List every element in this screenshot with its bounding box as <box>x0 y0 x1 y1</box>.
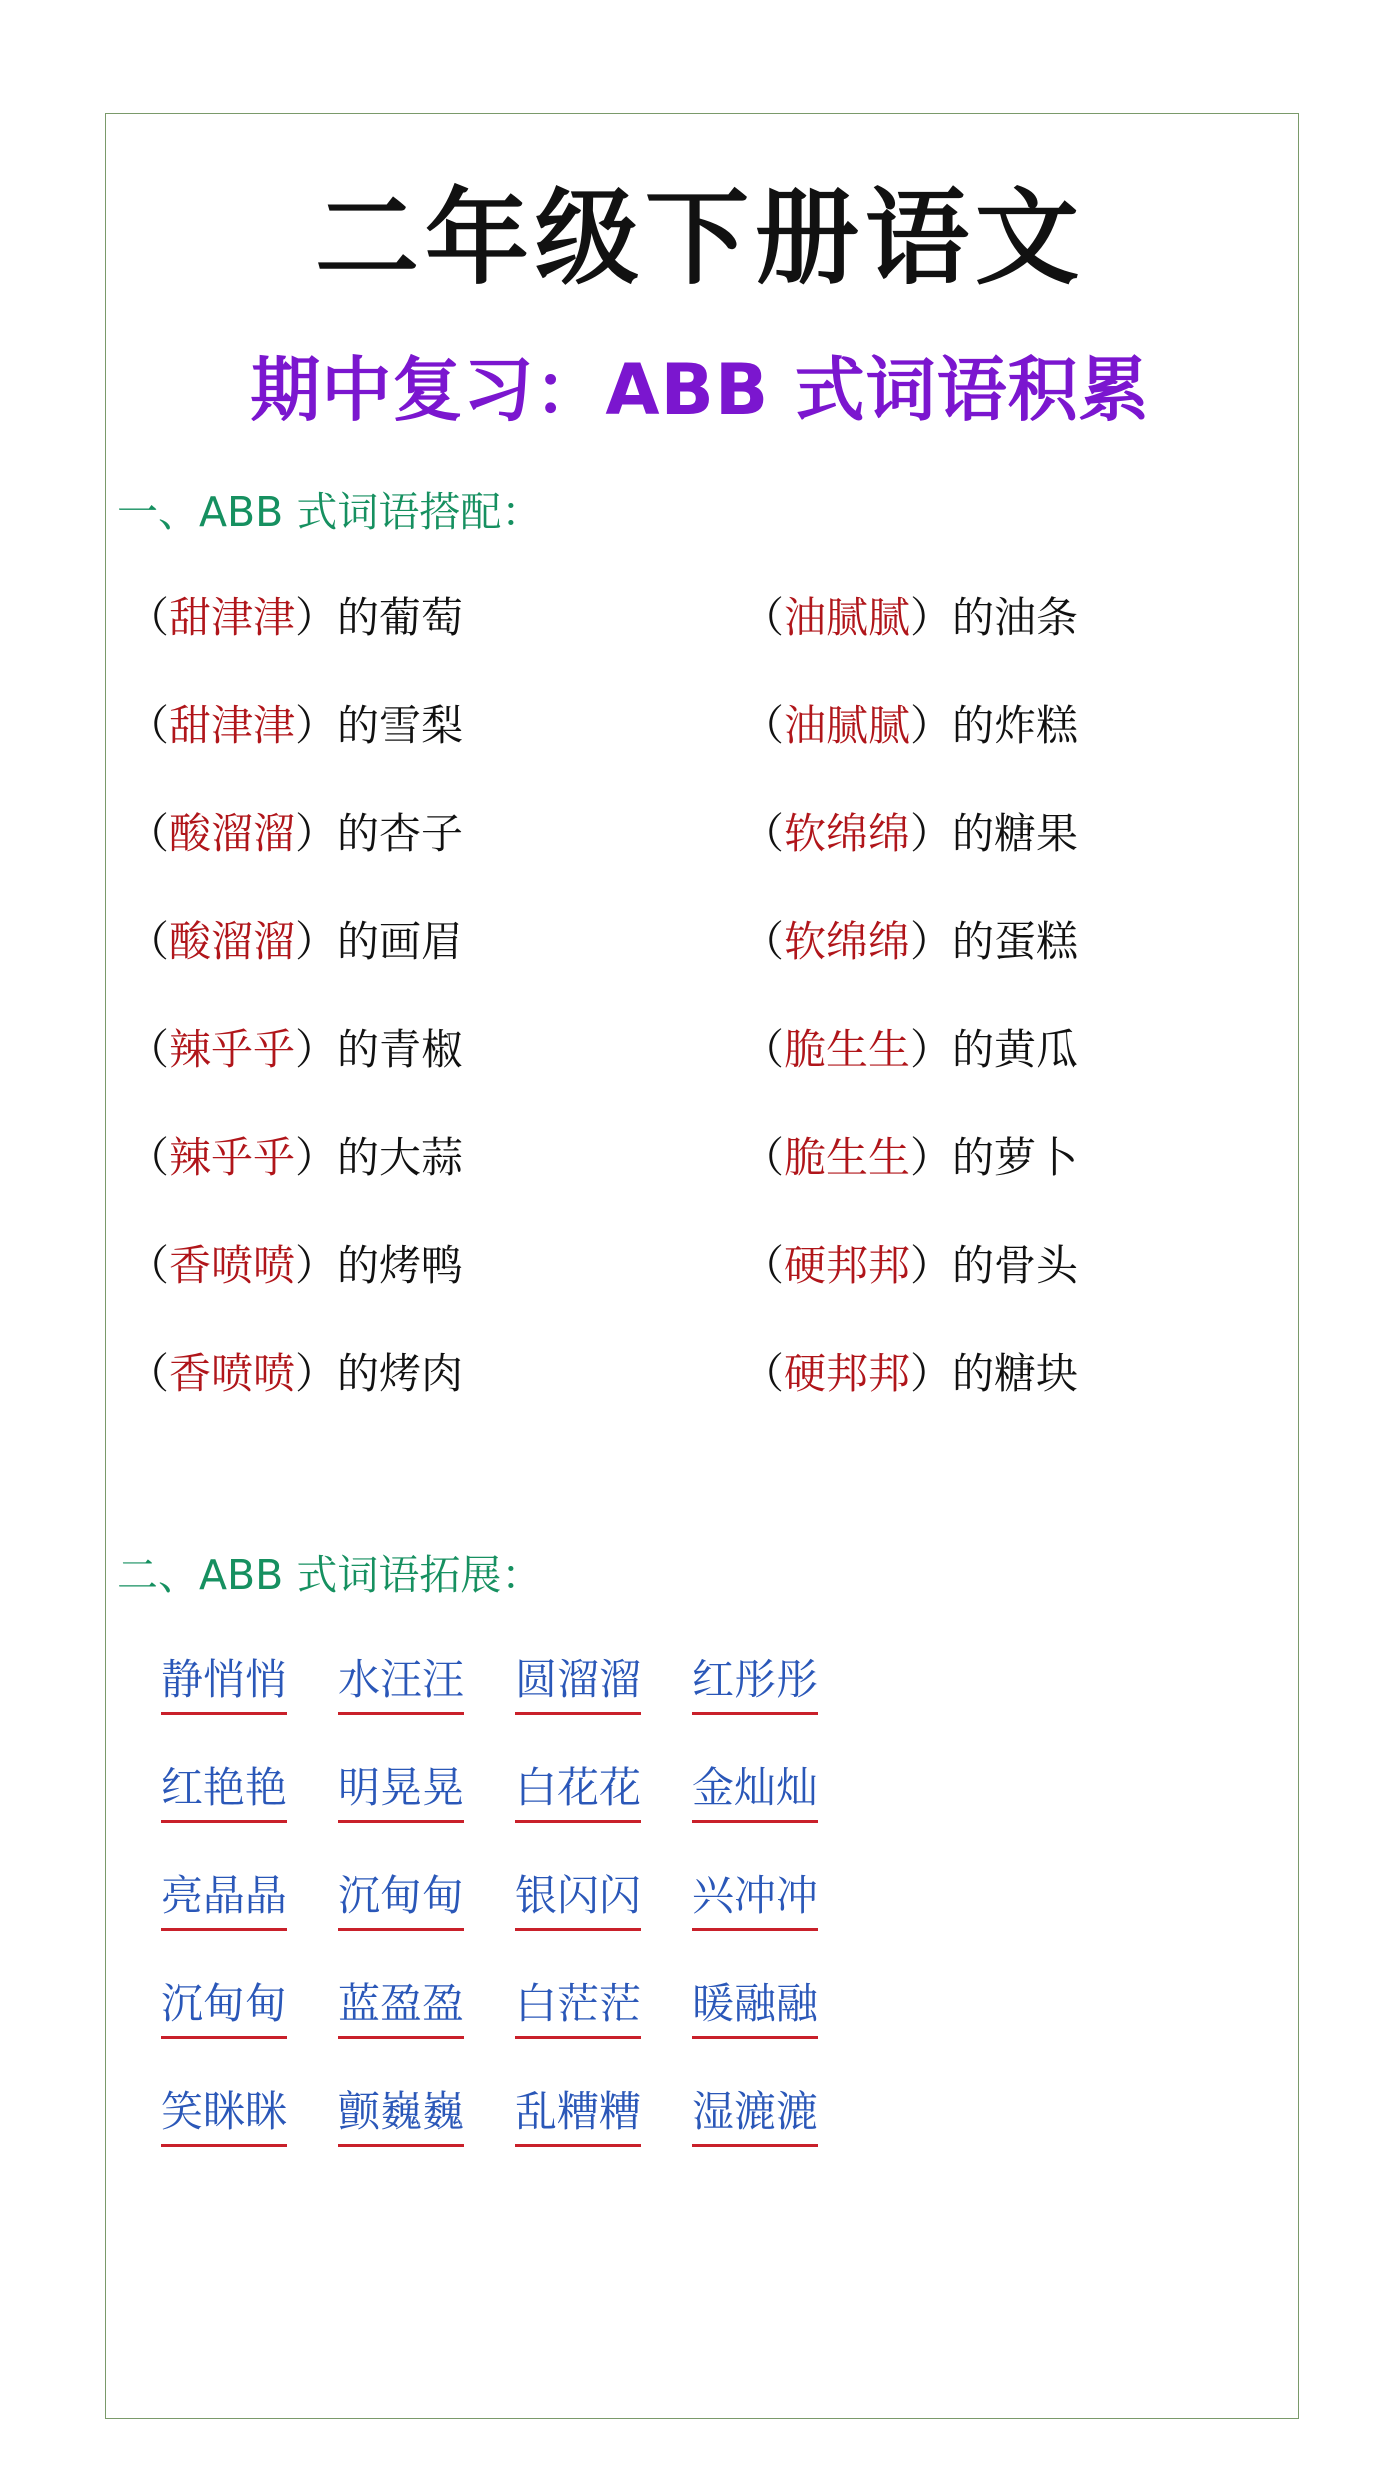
abb-answer: 硬邦邦 <box>784 1349 911 1398</box>
extension-word: 沉甸甸 <box>338 1866 464 1931</box>
extension-word: 银闪闪 <box>515 1866 641 1931</box>
extension-word: 乱糟糟 <box>515 2082 641 2147</box>
extension-word: 白花花 <box>515 1758 641 1823</box>
page-title: 二年级下册语文 <box>314 177 1085 299</box>
paired-noun: 的糖块 <box>952 1349 1079 1398</box>
close-paren: ） <box>295 917 338 966</box>
abb-answer: 辣乎乎 <box>169 1025 296 1074</box>
pairing-list <box>127 588 1277 1452</box>
pairing-row <box>127 804 1277 912</box>
pairing-item <box>742 696 1078 756</box>
close-paren: ） <box>295 593 338 642</box>
extension-word: 金灿灿 <box>692 1758 818 1823</box>
open-paren: （ <box>127 917 170 966</box>
open-paren: （ <box>127 1025 170 1074</box>
pairing-item <box>127 1128 463 1188</box>
paired-noun: 的萝卜 <box>952 1133 1079 1182</box>
open-paren: （ <box>742 701 785 750</box>
pairing-item <box>127 588 463 648</box>
close-paren: ） <box>910 1025 953 1074</box>
close-paren: ） <box>295 1241 338 1290</box>
extension-word: 红彤彤 <box>692 1650 818 1715</box>
extension-word: 静悄悄 <box>161 1650 287 1715</box>
paired-noun: 的骨头 <box>952 1241 1079 1290</box>
section-title-extension: 二、ABB 式词语拓展： <box>117 1551 543 1599</box>
paired-noun: 的烤肉 <box>337 1349 464 1398</box>
open-paren: （ <box>742 1025 785 1074</box>
abb-answer: 油腻腻 <box>784 701 911 750</box>
pairing-row <box>127 912 1277 1020</box>
open-paren: （ <box>127 593 170 642</box>
open-paren: （ <box>127 809 170 858</box>
open-paren: （ <box>742 809 785 858</box>
section-title-pairing: 一、ABB 式词语搭配： <box>117 488 543 536</box>
extension-word: 白茫茫 <box>515 1974 641 2039</box>
close-paren: ） <box>910 917 953 966</box>
open-paren: （ <box>127 1349 170 1398</box>
page-subtitle: 期中复习：ABB 式词语积累 <box>250 349 1150 431</box>
pairing-item <box>742 588 1078 648</box>
close-paren: ） <box>910 1349 953 1398</box>
close-paren: ） <box>910 1241 953 1290</box>
pairing-row <box>127 696 1277 804</box>
close-paren: ） <box>295 1349 338 1398</box>
open-paren: （ <box>742 1349 785 1398</box>
abb-answer: 甜津津 <box>169 593 296 642</box>
pairing-row <box>127 1128 1277 1236</box>
extension-word: 暖融融 <box>692 1974 818 2039</box>
abb-answer: 硬邦邦 <box>784 1241 911 1290</box>
paired-noun: 的杏子 <box>337 809 464 858</box>
close-paren: ） <box>910 1133 953 1182</box>
close-paren: ） <box>295 809 338 858</box>
paired-noun: 的雪梨 <box>337 701 464 750</box>
pairing-item <box>742 912 1078 972</box>
abb-answer: 脆生生 <box>784 1133 911 1182</box>
pairing-item <box>127 1344 463 1404</box>
paired-noun: 的黄瓜 <box>952 1025 1079 1074</box>
pairing-item <box>742 1236 1078 1296</box>
paired-noun: 的蛋糕 <box>952 917 1079 966</box>
abb-answer: 香喷喷 <box>169 1349 296 1398</box>
extension-word: 亮晶晶 <box>161 1866 287 1931</box>
abb-answer: 甜津津 <box>169 701 296 750</box>
abb-answer: 酸溜溜 <box>169 809 296 858</box>
pairing-item <box>127 912 463 972</box>
extension-word: 颤巍巍 <box>338 2082 464 2147</box>
abb-answer: 酸溜溜 <box>169 917 296 966</box>
close-paren: ） <box>295 1025 338 1074</box>
pairing-row <box>127 1344 1277 1452</box>
abb-answer: 软绵绵 <box>784 917 911 966</box>
paired-noun: 的大蒜 <box>337 1133 464 1182</box>
open-paren: （ <box>127 1241 170 1290</box>
extension-word: 湿漉漉 <box>692 2082 818 2147</box>
paired-noun: 的青椒 <box>337 1025 464 1074</box>
pairing-row <box>127 588 1277 696</box>
paired-noun: 的炸糕 <box>952 701 1079 750</box>
pairing-item <box>127 1020 463 1080</box>
extension-word: 明晃晃 <box>338 1758 464 1823</box>
pairing-item <box>127 804 463 864</box>
open-paren: （ <box>742 1133 785 1182</box>
close-paren: ） <box>295 1133 338 1182</box>
open-paren: （ <box>127 1133 170 1182</box>
pairing-item <box>127 1236 463 1296</box>
pairing-item <box>127 696 463 756</box>
pairing-item <box>742 1344 1078 1404</box>
open-paren: （ <box>742 593 785 642</box>
extension-word: 兴冲冲 <box>692 1866 818 1931</box>
close-paren: ） <box>910 809 953 858</box>
pairing-row <box>127 1236 1277 1344</box>
abb-answer: 油腻腻 <box>784 593 911 642</box>
open-paren: （ <box>742 1241 785 1290</box>
close-paren: ） <box>295 701 338 750</box>
paired-noun: 的油条 <box>952 593 1079 642</box>
extension-word: 沉甸甸 <box>161 1974 287 2039</box>
abb-answer: 软绵绵 <box>784 809 911 858</box>
extension-word: 笑眯眯 <box>161 2082 287 2147</box>
paired-noun: 的糖果 <box>952 809 1079 858</box>
extension-word: 红艳艳 <box>161 1758 287 1823</box>
paired-noun: 的画眉 <box>337 917 464 966</box>
open-paren: （ <box>127 701 170 750</box>
abb-answer: 脆生生 <box>784 1025 911 1074</box>
close-paren: ） <box>910 701 953 750</box>
extension-word: 水汪汪 <box>338 1650 464 1715</box>
open-paren: （ <box>742 917 785 966</box>
abb-answer: 香喷喷 <box>169 1241 296 1290</box>
pairing-item <box>742 1128 1078 1188</box>
pairing-item <box>742 804 1078 864</box>
close-paren: ） <box>910 593 953 642</box>
abb-answer: 辣乎乎 <box>169 1133 296 1182</box>
extension-word: 圆溜溜 <box>515 1650 641 1715</box>
paired-noun: 的烤鸭 <box>337 1241 464 1290</box>
extension-word: 蓝盈盈 <box>338 1974 464 2039</box>
paired-noun: 的葡萄 <box>337 593 464 642</box>
pairing-row <box>127 1020 1277 1128</box>
pairing-item <box>742 1020 1078 1080</box>
